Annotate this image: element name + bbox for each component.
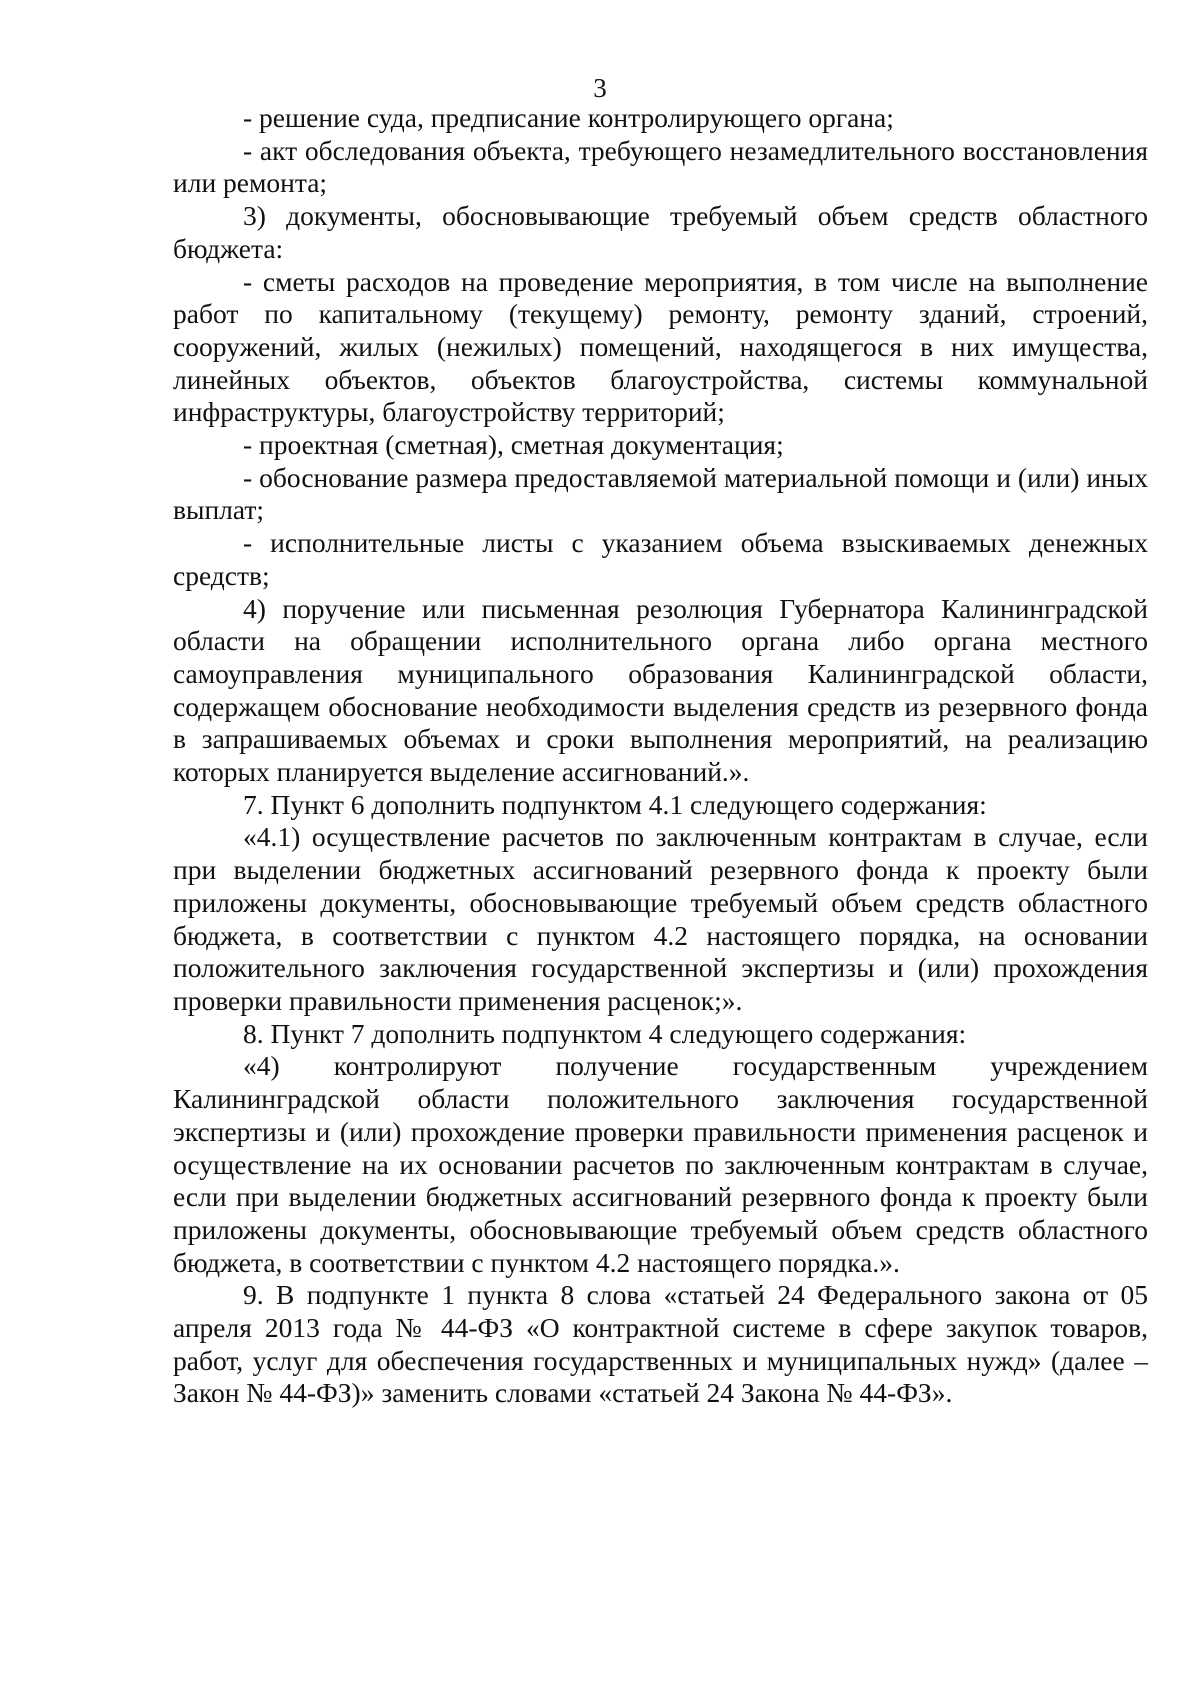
paragraph-project-documentation: - проектная (сметная), сметная документация; <box>243 429 784 461</box>
paragraph-court-decision: - решение суда, предписание контролирующего органа; <box>243 102 894 133</box>
paragraph-writs-of-execution: - исполнительные листы с указанием объема взыскиваемых денежных средств; <box>173 527 1148 591</box>
page-number: 3 <box>593 73 607 103</box>
paragraph-section-7: 7. Пункт 6 дополнить подпунктом 4.1 следующего содержания: <box>243 788 987 820</box>
paragraph-material-aid: - обоснование размера предоставляемой материальной помощи и (или) иных выплат; <box>173 461 1148 526</box>
paragraph-item-4: 4) поручение или письменная резолюция Губернатора Калининградской области на обращении исполнительного органа либо органа местного самоуправления муниципального образования Калининградской области, содержащем обоснование необходимости выделения средств из резервного фонда в запрашиваемых объемах и сроки выполнения мероприятий, на реализацию которых планируется выделение ассигнований.». <box>173 592 1148 788</box>
paragraph-inspection-act: - акт обследования объекта, требующего незамедлительного восстановления или ремонта; <box>173 134 1148 199</box>
paragraph-subitem-4-1: «4.1) осуществление расчетов по заключенным контрактам в случае, если при выделении бюджетных ассигнований резервного фонда к проекту были приложены документы, обосновывающие требуемый объем средств областного бюджета, в соответствии с пунктом 4.2 настоящего порядка, на основании положительного заключения государственной экспертизы и (или) прохождения проверки правильности применения расценок;». <box>173 821 1148 1016</box>
paragraph-subitem-4: «4) контролируют получение государственным учреждением Калининградской области положительного заключения государственной экспертизы и (или) прохождение проверки правильности применения расценок и осуществление на их основании расчетов по заключенным контрактам в случае, если при выделении бюджетных ассигнований резервного фонда к проекту были приложены документы, обосновывающие требуемый объем средств областного бюджета, в соответствии с пунктом 4.2 настоящего порядка.». <box>173 1050 1148 1278</box>
paragraph-item-3: 3) документы, обосновывающие требуемый объем средств областного бюджета: <box>173 200 1148 264</box>
document-body <box>173 102 1148 1410</box>
paragraph-section-8: 8. Пункт 7 дополнить подпунктом 4 следующего содержания: <box>243 1017 967 1049</box>
paragraph-section-9: 9. В подпункте 1 пункта 8 слова «статьей 24 Федерального закона от 05 апреля 2013 года № 44-ФЗ «О контрактной системе в сфере закупок товаров, работ, услуг для обеспечения государственных и муниципальных нужд» (далее – Закон № 44-ФЗ)» заменить словами «статьей 24 Закона № 44-ФЗ». <box>173 1279 1148 1409</box>
paragraph-cost-estimates: - сметы расходов на проведение мероприятия, в том числе на выполнение работ по капитальному (текущему) ремонту, ремонту зданий, строений, сооружений, жилых (нежилых) помещений, находящегося в них имущества, линейных объектов, объектов благоустройства, системы коммунальной инфраструктуры, благоустройству территорий; <box>173 265 1148 428</box>
